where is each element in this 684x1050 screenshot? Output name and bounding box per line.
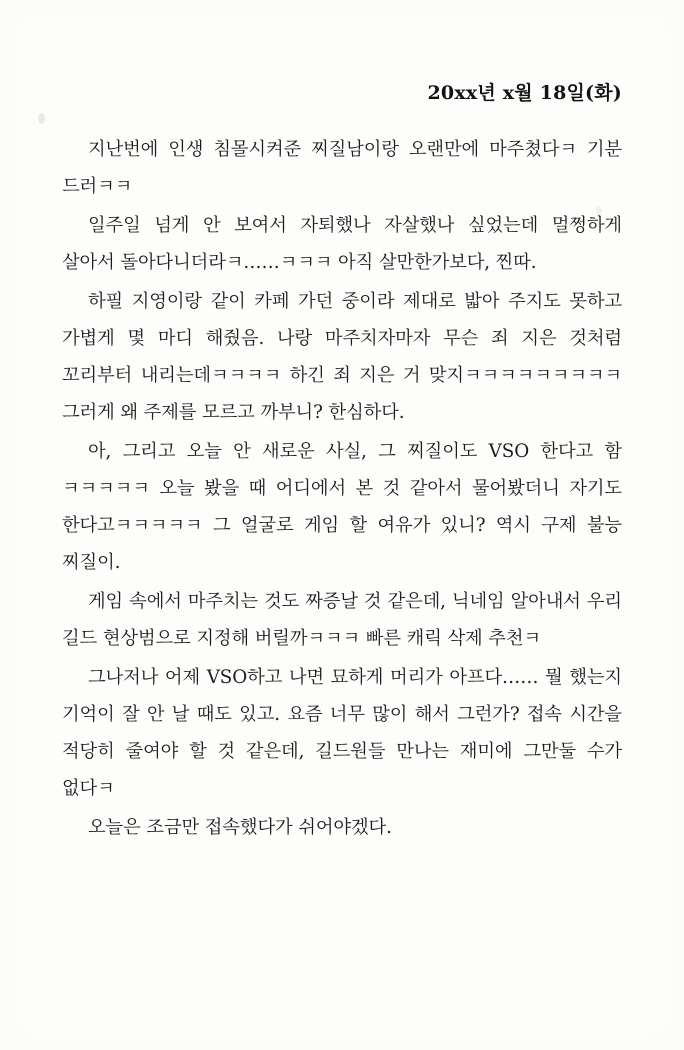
- diary-paragraph: 게임 속에서 마주치는 것도 짜증날 것 같은데, 닉네임 알아내서 우리 길드 현상범으로 지정해 버릴까ㅋㅋㅋ 빠른 캐릭 삭제 추천ㅋ: [62, 591, 622, 649]
- diary-paragraph: 아, 그리고 오늘 안 새로운 사실, 그 찌질이도 VSO 한다고 함 ㅋㅋㅋㅋㅋ 오늘 봤을 때 어디에서 본 것 같아서 물어봤더니 자기도 한다고ㅋㅋㅋㅋㅋ 그 얼굴로 게임 할 여유가 있니? 역시 구제 불능 찌질이.: [62, 441, 622, 573]
- page-content: [62, 78, 622, 846]
- diary-paragraph: 하필 지영이랑 같이 카페 가던 중이라 제대로 밟아 주지도 못하고 가볍게 몇 마디 해줬음. 나랑 마주치자마자 무슨 죄 지은 것처럼 꼬리부터 내리는데ㅋㅋㅋㅋ 하긴 죄 지은 거 맞지ㅋㅋㅋㅋㅋㅋㅋㅋㅋ 그러게 왜 주제를 모르고 까부니? 한심하다.: [62, 291, 622, 423]
- paper-smudge-left: [38, 113, 45, 124]
- diary-paragraph: 지난번에 인생 침몰시켜준 찌질남이랑 오랜만에 마주쳤다ㅋ 기분 드러ㅋㅋ: [62, 139, 622, 197]
- diary-paragraph: 그나저나 어제 VSO하고 나면 묘하게 머리가 아프다…… 뭘 했는지 기억이 잘 안 날 때도 있고. 요즘 너무 많이 해서 그런가? 접속 시간을 적당히 줄여야 할 것 같은데, 길드원들 만나는 재미에 그만둘 수가 없다ㅋ: [62, 667, 622, 799]
- diary-paragraph: 오늘은 조금만 접속했다가 쉬어야겠다.: [88, 817, 392, 838]
- diary-date-header: 20xx년 x월 18일(화): [427, 82, 622, 104]
- diary-body: [62, 131, 622, 846]
- diary-paragraph: 일주일 넘게 안 보여서 자퇴했나 자살했나 싶었는데 멀쩡하게 살아서 돌아다니더라ㅋ……ㅋㅋㅋ 아직 살만한가보다, 찐따.: [62, 215, 622, 273]
